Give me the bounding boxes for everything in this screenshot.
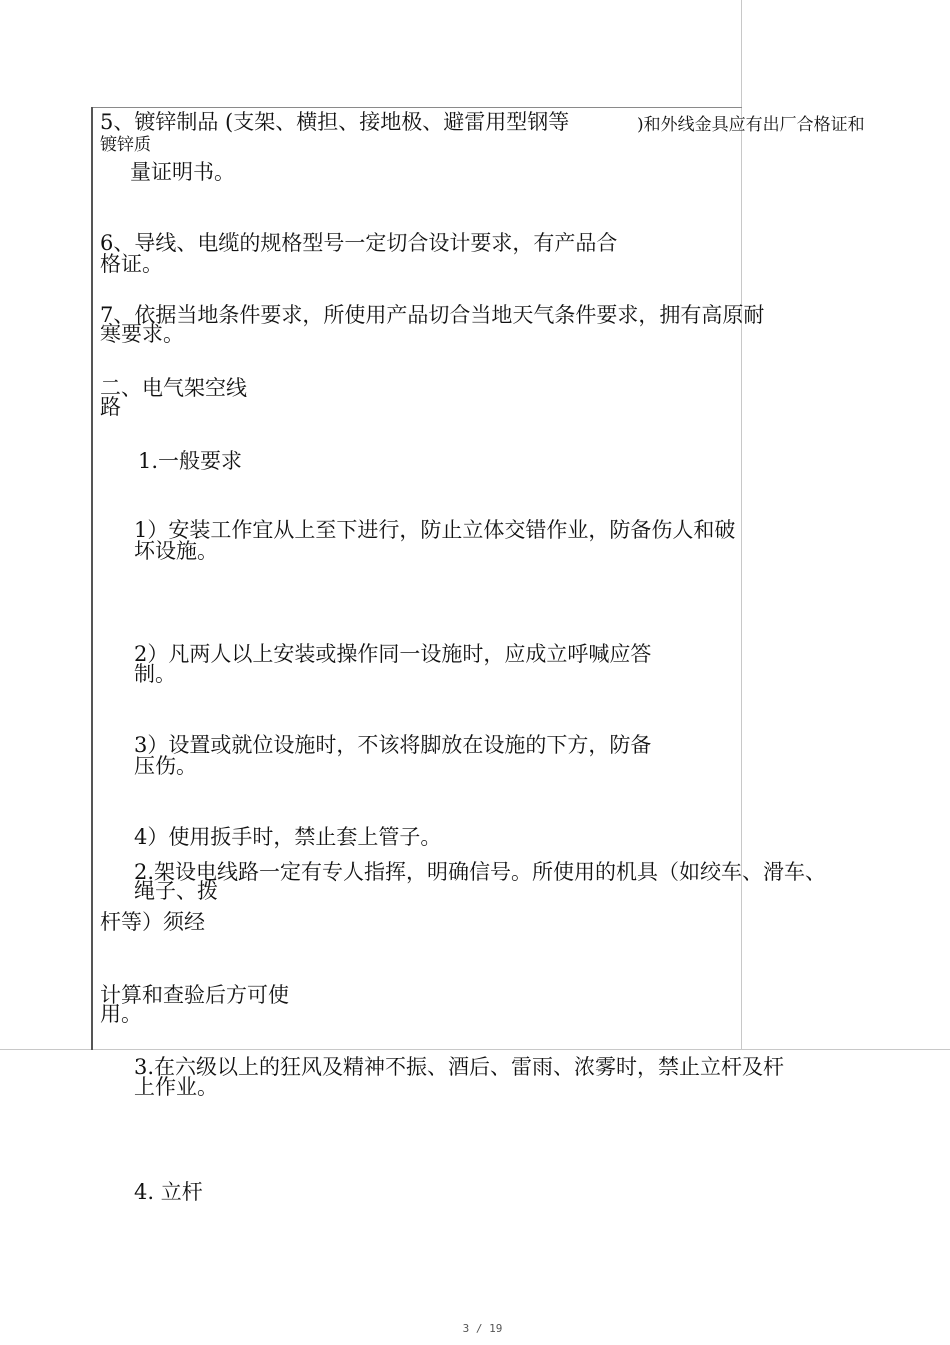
item6-line1: 6、导线、电缆的规格型号一定切合设计要求，有产品合 xyxy=(100,231,618,255)
item5-text-b: )和外线金具应有出厂合格证和 xyxy=(637,115,865,135)
requirement-3-line2: 压伤。 xyxy=(134,754,197,778)
requirement-2-line1: 2）凡两人以上安装或操作同一设施时，应成立呼喊应答 xyxy=(134,642,652,666)
paragraph4-heading: 4. 立杆 xyxy=(134,1180,203,1204)
paragraph2-line2: 绳子、拨 xyxy=(134,879,218,903)
page-indicator: 3 / 19 xyxy=(462,1322,503,1335)
item6-line2: 格证。 xyxy=(100,252,163,276)
item5-text-d: 量证明书。 xyxy=(130,160,235,184)
page-margin-bottom-line xyxy=(0,1049,950,1050)
paragraph3-line2: 上作业。 xyxy=(134,1075,218,1099)
item5-text-a: 5、镀锌制品 (支架、横担、接地极、避雷用型钢等 xyxy=(100,110,570,134)
requirement-4: 4）使用扳手时，禁止套上管子。 xyxy=(134,825,442,849)
paragraph2-line1: 2.架设电线路一定有专人指挥，明确信号。所使用的机具（如绞车、滑车、 xyxy=(134,860,827,884)
paragraph2-line5: 用。 xyxy=(100,1002,142,1026)
text-box-top-border xyxy=(91,107,742,108)
requirement-1-line1: 1）安装工作宜从上至下进行，防止立体交错作业，防备伤人和破 xyxy=(134,518,736,542)
paragraph2-line4: 计算和查验后方可使 xyxy=(100,983,289,1007)
item5-text-c: 镀锌质 xyxy=(100,135,151,155)
page-margin-right-line xyxy=(741,0,742,1050)
requirement-2-line2: 制。 xyxy=(134,662,176,686)
text-box-left-border xyxy=(91,107,93,1050)
item7-line1: 7、依据当地条件要求，所使用产品切合当地天气条件要求，拥有高原耐 xyxy=(100,303,765,327)
paragraph3-line1: 3.在六级以上的狂风及精神不振、酒后、雷雨、浓雾时，禁止立杆及杆 xyxy=(134,1055,785,1079)
subheading-general-requirements: 1.一般要求 xyxy=(138,449,243,473)
section2-heading-line1: 二、电气架空线 xyxy=(100,376,247,400)
requirement-1-line2: 坏设施。 xyxy=(134,539,218,563)
paragraph2-line3: 杆等）须经 xyxy=(100,910,205,934)
requirement-3-line1: 3）设置或就位设施时，不该将脚放在设施的下方，防备 xyxy=(134,733,652,757)
item7-line2: 寒要求。 xyxy=(100,322,184,346)
section2-heading-line2: 路 xyxy=(100,395,121,419)
